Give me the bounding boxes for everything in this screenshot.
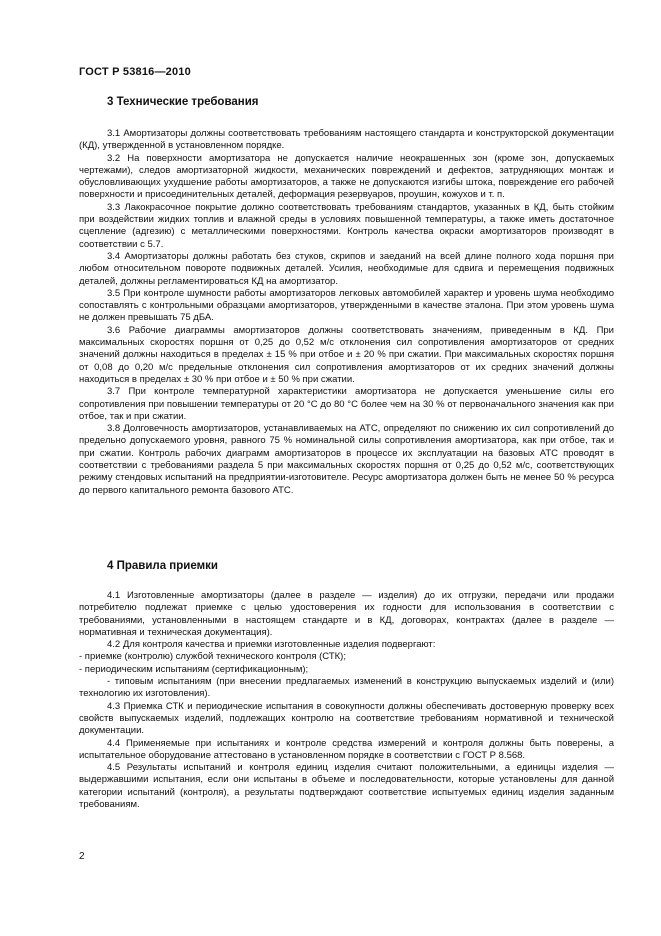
- paragraph-4-2: 4.2 Для контроля качества и приемки изготовленные изделия подвергают:: [107, 639, 436, 651]
- section-4-heading: 4 Правила приемки: [107, 560, 218, 572]
- page-number: 2: [79, 851, 85, 862]
- list-item-4-2-c: - типовым испытаниям (при внесении предлагаемых изменений в конструкцию выпускаемых изделий и (или) технологию их изготовления).: [79, 676, 614, 700]
- paragraph-3-5: 3.5 При контроле шумности работы амортизаторов легковых автомобилей характер и уровень шума необходимо сопоставлять с контрольными образцами амортизаторов, утвержденными в качестве эталона. При этом уровень шума не должен превышать 75 дБА.: [79, 287, 614, 324]
- paragraph-3-4: 3.4 Амортизаторы должны работать без стуков, скрипов и заеданий на всей длине полного хода поршня при любом относительном повороте подвижных деталей. Усилия, необходимые для сдвига и перемещения подвижных деталей, должны регламентироваться КД на амортизатор.: [79, 250, 614, 287]
- paragraph-4-4: 4.4 Применяемые при испытаниях и контроле средства измерений и контроля должны быть поверены, а испытательное оборудование аттестовано в установленном порядке в соответствии с ГОСТ Р 8.568.: [79, 737, 614, 761]
- list-item-4-2-a: - приемке (контролю) службой технического контроля (СТК);: [79, 651, 346, 663]
- paragraph-3-2: 3.2 На поверхности амортизатора не допускается наличие неокрашенных зон (кроме зон, допускаемых чертежами), следов амортизаторной жидкости, механических повреждений и дефектов, затрудняющих монтаж и обусловливающих ухудшение работы амортизаторов, а также не допускаются изгибы штока, повреждение его рабочей поверхности и присоединительных деталей, деформация резервуаров, проушин, кожухов и т. п.: [79, 152, 614, 201]
- paragraph-3-8: 3.8 Долговечность амортизаторов, устанавливаемых на АТС, определяют по снижению их сил сопротивлений до предельно допускаемого уровня, равного 75 % номинальной силы сопротивления амортизатора, как при отбое, так и при сжатии. Контроль рабочих диаграмм амортизаторов в процессе их эксплуатации на базовых АТС проводят в соответствии с требованиями раздела 5 при максимальных скоростях поршня от 0,25 до 0,52 м/с, соответствующих режиму стендовых испытаний на предприятии-изготовителе. Ресурс амортизатора должен быть не менее 50 % ресурса до первого капитального ремонта базового АТС.: [79, 423, 614, 496]
- paragraph-4-1: 4.1 Изготовленные амортизаторы (далее в разделе — изделия) до их отгрузки, передачи или продажи потребителю подлежат приемке с целью удостоверения их годности для использования в соответствии с требованиями, установленными в настоящем стандарте и в КД, договорах, контрактах (далее в разделе — нормативная и техническая документация).: [79, 590, 614, 638]
- paragraph-4-3: 4.3 Приемка СТК и периодические испытания в совокупности должны обеспечивать достоверную проверку всех свойств выпускаемых изделий, подлежащих контролю на соответствие требованиям нормативной и технической документации.: [79, 700, 614, 737]
- paragraph-3-3: 3.3 Лакокрасочное покрытие должно соответствовать требованиям стандартов, указанных в КД, быть стойким при воздействии жидких топлив и влажной среды в условиях повышенной температуры, а также иметь достаточное сцепление (адгезию) с металлическими поверхностями. Контроль качества окраски амортизаторов производят в соответствии с 5.7.: [79, 201, 614, 250]
- paragraph-3-7: 3.7 При контроле температурной характеристики амортизатора не допускается уменьшение силы его сопротивления при повышении температуры от 20 °С до 80 °С более чем на 30 % от первоначального значения как при отбое, так и при сжатии.: [79, 386, 614, 422]
- paragraph-3-1: 3.1 Амортизаторы должны соответствовать требованиям настоящего стандарта и конструкторской документации (КД), утвержденной в установленном порядке.: [79, 128, 614, 152]
- section-4-body: [79, 590, 614, 811]
- list-item-4-2-b: - периодическим испытаниям (сертификационным);: [79, 663, 309, 675]
- section-3-body: [79, 128, 614, 497]
- paragraph-4-5: 4.5 Результаты испытаний и контроля единиц изделия считают положительными, а единицы изделия — выдержавшими испытания, если они испытаны в объеме и последовательности, которые установлены для данной категории испытаний (контроля), а результаты подтверждают соответствие испытуемых единиц изделия заданным требованиям.: [79, 762, 614, 811]
- document-header: ГОСТ Р 53816—2010: [79, 66, 191, 78]
- section-3-heading: 3 Технические требования: [107, 96, 259, 108]
- paragraph-3-6: 3.6 Рабочие диаграммы амортизаторов должны соответствовать значениям, приведенным в КД. При максимальных скоростях поршня от 0,25 до 0,52 м/с отклонения сил сопротивления амортизаторов от средних значений должны находиться в пределах ± 15 % при отбое и ± 20 % при сжатии. При максимальных скоростях поршня от 0,08 до 0,20 м/с предельные отклонения сил сопротивления амортизаторов от их средних значений должны находиться в пределах ± 30 % при отбое и ± 50 % при сжатии.: [79, 324, 614, 385]
